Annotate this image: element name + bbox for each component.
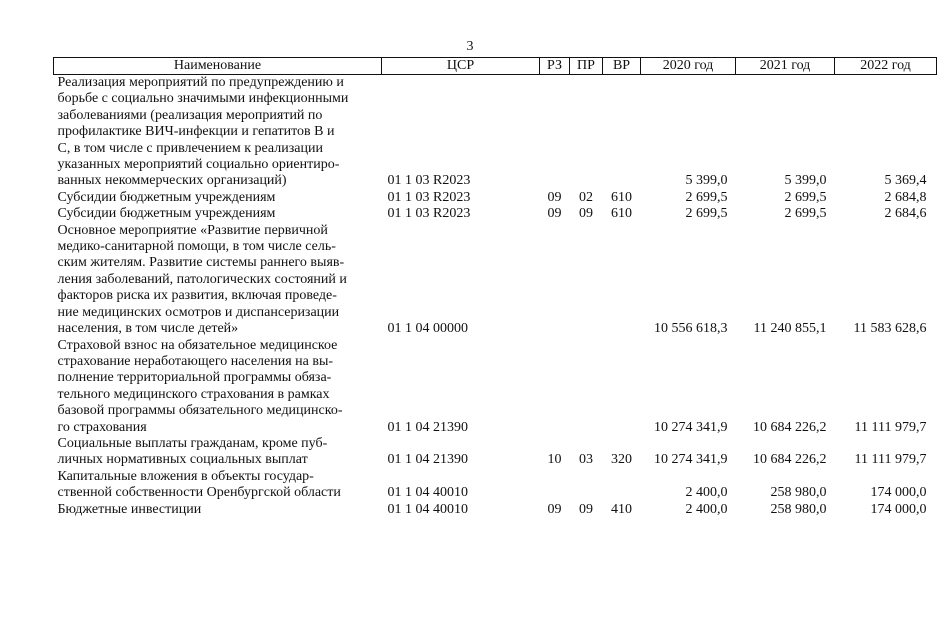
row-vr [603, 75, 641, 190]
table-header [54, 58, 937, 75]
row-value-2022: 174 000,0 [870, 501, 927, 517]
row-value-2020: 10 274 341,9 [654, 452, 728, 468]
table-row [54, 223, 937, 338]
header-vr: ВР [603, 58, 641, 75]
row-csr: 01 1 04 40010 [387, 501, 468, 517]
header-year-2020: 2020 год [641, 58, 736, 75]
row-value-2020: 10 274 341,9 [654, 419, 728, 435]
row-value-2021: 2 699,5 [784, 206, 827, 222]
row-rz: 10 [547, 452, 562, 468]
row-value-2021: 10 684 226,2 [753, 419, 827, 435]
row-value-2022: 11 111 979,7 [854, 452, 927, 468]
row-csr: 01 1 03 R2023 [387, 206, 471, 222]
row-rz [540, 469, 570, 502]
row-value-2020: 5 399,0 [685, 173, 728, 189]
row-csr: 01 1 03 R2023 [387, 173, 471, 189]
row-value-2022: 2 684,6 [884, 206, 927, 222]
row-name: Капитальные вложения в объекты государ- ственной собственности Оренбургской области [57, 468, 341, 501]
row-value-2022: 11 583 628,6 [853, 321, 927, 337]
row-vr [603, 223, 641, 338]
budget-table [53, 57, 937, 518]
table-row [54, 469, 937, 502]
table-row [54, 190, 937, 206]
row-pr: 09 [579, 206, 593, 222]
row-vr: 610 [611, 189, 632, 205]
row-csr: 01 1 03 R2023 [387, 189, 471, 205]
row-value-2020: 2 699,5 [685, 206, 728, 222]
row-value-2020: 2 400,0 [685, 485, 728, 501]
row-csr: 01 1 04 21390 [387, 419, 468, 435]
row-rz: 09 [547, 206, 562, 222]
table-row [54, 338, 937, 436]
header-name: Наименование [54, 58, 382, 75]
row-pr [570, 223, 603, 338]
row-pr: 02 [579, 189, 593, 205]
row-value-2020: 10 556 618,3 [654, 321, 728, 337]
row-value-2021: 2 699,5 [784, 189, 827, 205]
header-rz: РЗ [540, 58, 570, 75]
row-name: Социальные выплаты гражданам, кроме пуб- личных нормативных социальных выплат [57, 435, 328, 468]
row-rz [540, 75, 570, 190]
row-vr: 610 [611, 206, 632, 222]
row-rz: 09 [547, 501, 562, 517]
row-pr [570, 75, 603, 190]
row-rz [540, 338, 570, 436]
row-name: Основное мероприятие «Развитие первичной медико-санитарной помощи, в том числе сель- ским жителям. Развитие системы раннего выяв- ления заболеваний, патологических состояний и факторов риска их развития, включая проведе- ние медицинских осмотров и диспансеризации населения, в том числе детей» [57, 222, 347, 337]
table-row [54, 502, 937, 518]
header-year-2022: 2022 год [835, 58, 937, 75]
header-pr: ПР [570, 58, 603, 75]
row-pr: 03 [579, 452, 593, 468]
row-value-2022: 174 000,0 [870, 485, 927, 501]
row-name: Субсидии бюджетным учреждениям [57, 206, 276, 222]
row-csr: 01 1 04 00000 [387, 321, 468, 337]
row-vr: 410 [611, 501, 632, 517]
header-year-2021: 2021 год [736, 58, 835, 75]
row-name: Бюджетные инвестиции [57, 501, 202, 517]
row-value-2020: 2 699,5 [685, 189, 728, 205]
row-name: Реализация мероприятий по предупреждению и борьбе с социально значимыми инфекционными заболеваниями (реализация мероприятий по профилактике ВИЧ-инфекции и гепатитов В и С, в том числе с привлечением к реализации указанных мероприятий социально ориентиро- ванных некоммерческих организаций) [57, 75, 349, 189]
row-value-2021: 11 240 855,1 [753, 321, 827, 337]
row-value-2021: 258 980,0 [770, 501, 827, 517]
row-pr: 09 [579, 501, 593, 517]
row-pr [570, 469, 603, 502]
row-value-2021: 258 980,0 [770, 485, 827, 501]
row-value-2021: 10 684 226,2 [753, 452, 827, 468]
row-name: Субсидии бюджетным учреждениям [57, 189, 276, 205]
row-vr [603, 469, 641, 502]
row-rz [540, 223, 570, 338]
row-value-2020: 2 400,0 [685, 501, 728, 517]
row-csr: 01 1 04 21390 [387, 452, 468, 468]
row-value-2021: 5 399,0 [784, 173, 827, 189]
row-value-2022: 5 369,4 [884, 173, 927, 189]
header-csr: ЦСР [382, 58, 540, 75]
table-row [54, 75, 937, 190]
table-body [54, 75, 937, 518]
row-rz: 09 [547, 189, 562, 205]
page-number: 3 [466, 39, 474, 54]
row-csr: 01 1 04 40010 [387, 485, 468, 501]
row-value-2022: 11 111 979,7 [854, 419, 927, 435]
table-row [54, 206, 937, 222]
row-vr: 320 [611, 452, 632, 468]
row-value-2022: 2 684,8 [884, 189, 927, 205]
row-vr [603, 338, 641, 436]
table-row [54, 436, 937, 469]
row-name: Страховой взнос на обязательное медицинское страхование неработающего населения на вы- полнение территориальной программы обяза- тельного медицинского страхования в рамках базовой программы обязательного медицинско- го страхования [57, 337, 343, 435]
row-pr [570, 338, 603, 436]
